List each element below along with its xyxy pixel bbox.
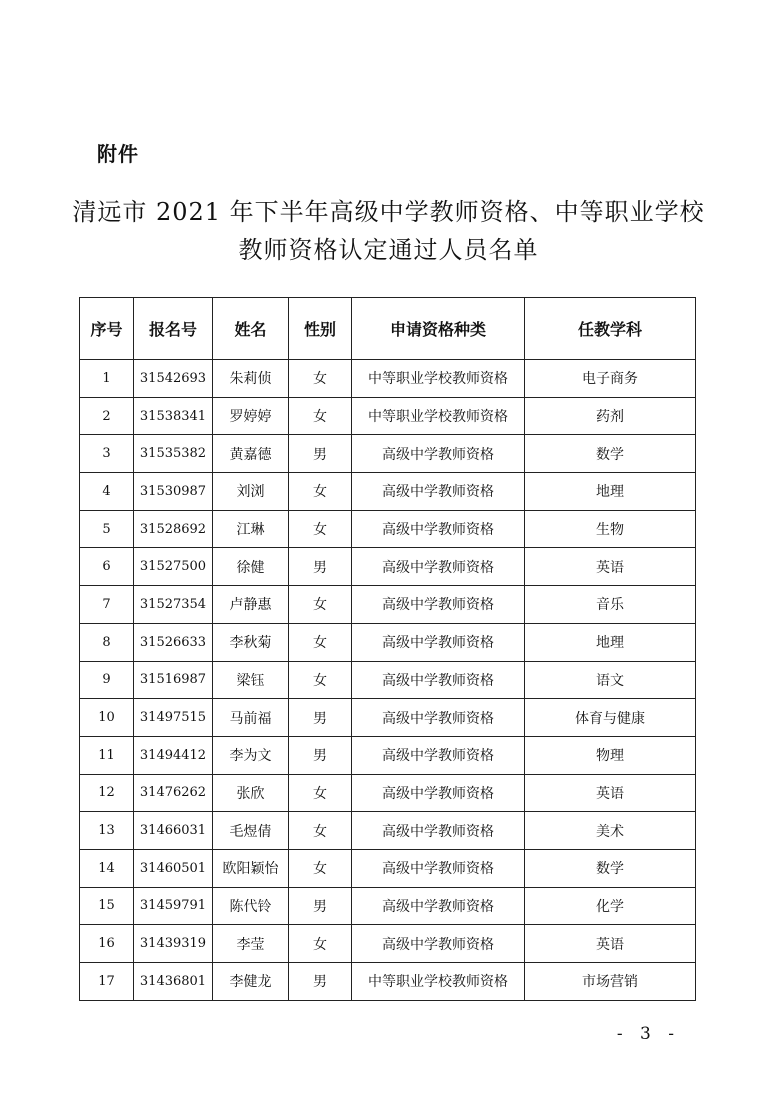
document-title-line-2: 教师资格认定通过人员名单 (238, 236, 539, 264)
table-row (80, 360, 696, 398)
cell-name: 黄嘉德 (213, 435, 289, 473)
cell-seq: 11 (80, 736, 134, 774)
cell-name: 李健龙 (213, 963, 289, 1001)
cell-gender: 女 (289, 849, 352, 887)
cell-seq: 7 (80, 586, 134, 624)
cell-seq: 14 (80, 849, 134, 887)
cell-seq: 6 (80, 548, 134, 586)
cell-gender: 女 (289, 510, 352, 548)
table-row (80, 548, 696, 586)
cell-name: 罗婷婷 (213, 397, 289, 435)
cell-qualification: 高级中学教师资格 (352, 661, 525, 699)
table-row (80, 736, 696, 774)
cell-seq: 3 (80, 435, 134, 473)
cell-qualification: 高级中学教师资格 (352, 887, 525, 925)
cell-seq: 4 (80, 473, 134, 511)
table-row (80, 812, 696, 850)
cell-seq: 9 (80, 661, 134, 699)
cell-reg-no: 31542693 (134, 360, 213, 398)
cell-subject: 地理 (525, 623, 696, 661)
cell-reg-no: 31535382 (134, 435, 213, 473)
approved-roster-table (79, 297, 696, 1001)
table-row (80, 510, 696, 548)
header-gender: 性别 (289, 298, 352, 360)
cell-gender: 男 (289, 699, 352, 737)
cell-subject: 英语 (525, 548, 696, 586)
cell-reg-no: 31466031 (134, 812, 213, 850)
cell-qualification: 中等职业学校教师资格 (352, 360, 525, 398)
cell-reg-no: 31530987 (134, 473, 213, 511)
cell-seq: 8 (80, 623, 134, 661)
cell-subject: 生物 (525, 510, 696, 548)
cell-reg-no: 31516987 (134, 661, 213, 699)
cell-reg-no: 31497515 (134, 699, 213, 737)
cell-gender: 女 (289, 397, 352, 435)
table-row (80, 887, 696, 925)
table-row (80, 963, 696, 1001)
table-row (80, 623, 696, 661)
cell-gender: 女 (289, 586, 352, 624)
cell-name: 欧阳颖怡 (213, 849, 289, 887)
cell-subject: 英语 (525, 774, 696, 812)
cell-seq: 10 (80, 699, 134, 737)
table-row (80, 925, 696, 963)
cell-name: 张欣 (213, 774, 289, 812)
cell-reg-no: 31460501 (134, 849, 213, 887)
table-row (80, 661, 696, 699)
cell-gender: 男 (289, 963, 352, 1001)
cell-reg-no: 31459791 (134, 887, 213, 925)
table-row (80, 699, 696, 737)
cell-gender: 男 (289, 435, 352, 473)
table-row (80, 473, 696, 511)
cell-gender: 女 (289, 925, 352, 963)
cell-subject: 音乐 (525, 586, 696, 624)
document-title-line-1: 清远市 2021 年下半年高级中学教师资格、中等职业学校 (72, 198, 705, 226)
cell-reg-no: 31527500 (134, 548, 213, 586)
cell-qualification: 高级中学教师资格 (352, 586, 525, 624)
cell-name: 梁钰 (213, 661, 289, 699)
header-subject: 任教学科 (525, 298, 696, 360)
cell-seq: 1 (80, 360, 134, 398)
cell-reg-no: 31439319 (134, 925, 213, 963)
cell-qualification: 高级中学教师资格 (352, 736, 525, 774)
table-row (80, 435, 696, 473)
cell-seq: 5 (80, 510, 134, 548)
cell-reg-no: 31538341 (134, 397, 213, 435)
cell-gender: 女 (289, 774, 352, 812)
cell-gender: 男 (289, 736, 352, 774)
cell-name: 徐健 (213, 548, 289, 586)
page-number: - 3 - (616, 1024, 680, 1044)
table-row (80, 397, 696, 435)
cell-subject: 数学 (525, 435, 696, 473)
header-seq: 序号 (80, 298, 134, 360)
table-row (80, 849, 696, 887)
cell-subject: 语文 (525, 661, 696, 699)
cell-gender: 男 (289, 548, 352, 586)
cell-subject: 化学 (525, 887, 696, 925)
cell-gender: 女 (289, 360, 352, 398)
cell-seq: 16 (80, 925, 134, 963)
cell-name: 李莹 (213, 925, 289, 963)
table-header-row (80, 298, 696, 360)
cell-subject: 数学 (525, 849, 696, 887)
cell-qualification: 高级中学教师资格 (352, 623, 525, 661)
cell-qualification: 高级中学教师资格 (352, 435, 525, 473)
cell-qualification: 中等职业学校教师资格 (352, 963, 525, 1001)
attachment-label: 附件 (97, 142, 139, 166)
cell-seq: 13 (80, 812, 134, 850)
cell-subject: 药剂 (525, 397, 696, 435)
cell-name: 刘浏 (213, 473, 289, 511)
cell-subject: 英语 (525, 925, 696, 963)
cell-qualification: 高级中学教师资格 (352, 548, 525, 586)
cell-qualification: 高级中学教师资格 (352, 473, 525, 511)
cell-reg-no: 31476262 (134, 774, 213, 812)
cell-gender: 女 (289, 661, 352, 699)
cell-reg-no: 31528692 (134, 510, 213, 548)
cell-qualification: 高级中学教师资格 (352, 812, 525, 850)
cell-gender: 女 (289, 473, 352, 511)
cell-seq: 12 (80, 774, 134, 812)
cell-seq: 17 (80, 963, 134, 1001)
cell-reg-no: 31527354 (134, 586, 213, 624)
cell-seq: 15 (80, 887, 134, 925)
cell-subject: 地理 (525, 473, 696, 511)
cell-name: 江琳 (213, 510, 289, 548)
cell-qualification: 中等职业学校教师资格 (352, 397, 525, 435)
table-row (80, 774, 696, 812)
header-reg-no: 报名号 (134, 298, 213, 360)
header-name: 姓名 (213, 298, 289, 360)
header-qualification: 申请资格种类 (352, 298, 525, 360)
cell-seq: 2 (80, 397, 134, 435)
cell-qualification: 高级中学教师资格 (352, 510, 525, 548)
cell-gender: 女 (289, 812, 352, 850)
cell-subject: 体育与健康 (525, 699, 696, 737)
cell-gender: 男 (289, 887, 352, 925)
cell-gender: 女 (289, 623, 352, 661)
cell-name: 朱莉侦 (213, 360, 289, 398)
table-row (80, 586, 696, 624)
cell-qualification: 高级中学教师资格 (352, 925, 525, 963)
cell-name: 卢静惠 (213, 586, 289, 624)
cell-name: 李秋菊 (213, 623, 289, 661)
cell-reg-no: 31436801 (134, 963, 213, 1001)
cell-qualification: 高级中学教师资格 (352, 849, 525, 887)
cell-name: 陈代铃 (213, 887, 289, 925)
cell-name: 马前福 (213, 699, 289, 737)
cell-reg-no: 31526633 (134, 623, 213, 661)
cell-name: 毛煜倩 (213, 812, 289, 850)
cell-qualification: 高级中学教师资格 (352, 774, 525, 812)
cell-name: 李为文 (213, 736, 289, 774)
cell-reg-no: 31494412 (134, 736, 213, 774)
cell-subject: 物理 (525, 736, 696, 774)
cell-subject: 电子商务 (525, 360, 696, 398)
cell-subject: 美术 (525, 812, 696, 850)
cell-subject: 市场营销 (525, 963, 696, 1001)
cell-qualification: 高级中学教师资格 (352, 699, 525, 737)
table-body (80, 360, 696, 1001)
